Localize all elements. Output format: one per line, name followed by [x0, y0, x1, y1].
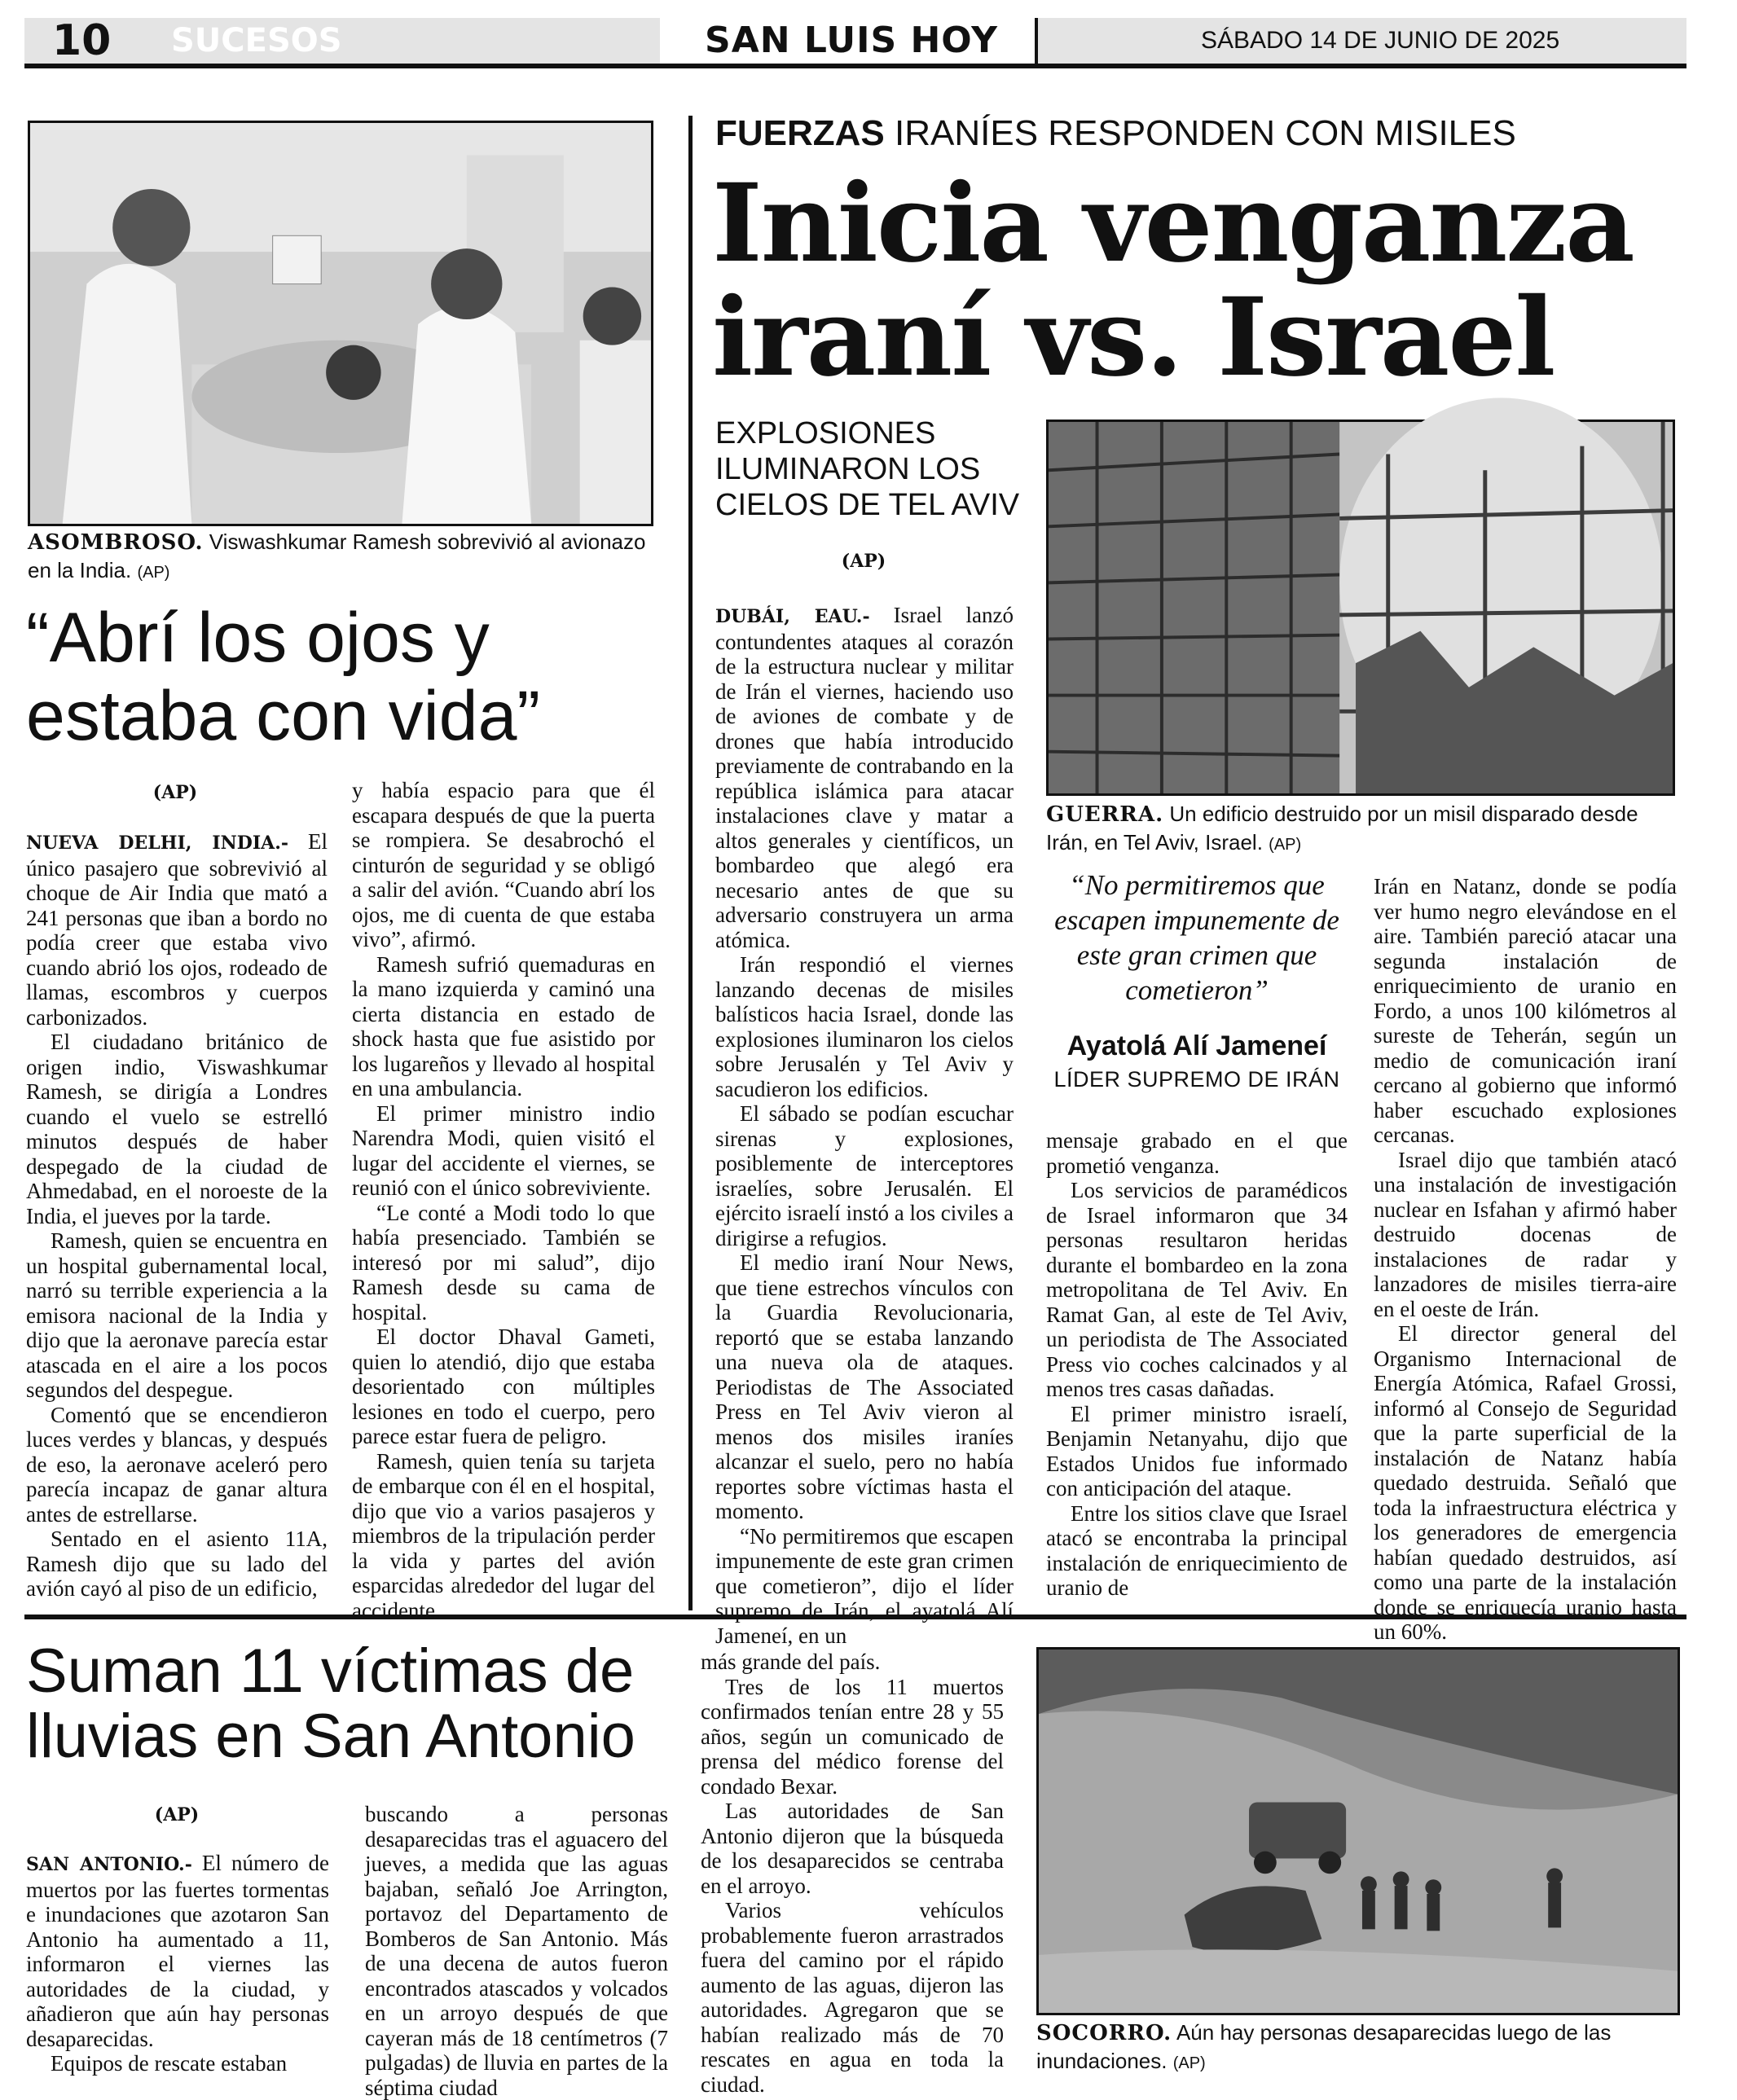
paragraph: mensaje grabado en el que prometió venganza. — [1046, 1128, 1348, 1178]
story2-credit: (AP) — [841, 551, 886, 572]
story2-subheadline: EXPLOSIONES ILUMINARON LOS CIELOS DE TEL AVIV — [715, 416, 1020, 522]
story1-photo-caption — [28, 528, 663, 587]
story2-headline — [712, 160, 1690, 401]
caption-text: Viswashkumar Ramesh sobrevivió al avionazo en la India. — [28, 529, 646, 582]
story3-photo-caption — [1036, 2019, 1688, 2077]
caption-credit: (AP) — [137, 564, 170, 582]
caption-credit: (AP) — [1172, 2054, 1206, 2072]
paragraph: “No permitiremos que escapen impunemente de este gran crimen que cometieron”, dijo el líder supremo de Irán, el ayatolá Alí Jameneí, en un — [715, 1523, 1014, 1648]
story1-headline: “Abrí los ojos y estaba con vida” — [26, 599, 541, 755]
paragraph: Equipos de rescate estaban — [51, 2051, 288, 2076]
hospital-photo — [28, 121, 653, 526]
story2-kicker — [715, 112, 1677, 155]
paragraph: El doctor Dhaval Gameti, quien lo atendió, dijo que estaba desorientado con múltiples lesiones en todo el cuerpo, pero parece estar fuera de peligro. — [352, 1325, 655, 1448]
paragraph: Sentado en el asiento 11A, Ramesh dijo que su lado del avión cayó al piso de un edificio, — [26, 1527, 328, 1601]
pull-quote: “No permitiremos que escapen impunemente de este gran crimen que cometieron” — [1054, 869, 1339, 1006]
section-name: SUCESOS — [163, 18, 660, 64]
paragraph: Varios vehículos probablemente fueron arrastrados fuera del camino por el rápido aumento de las aguas, dijeron las autoridades. Agregaron que se habían realizado más de 70 rescates en agua en toda la ciudad. — [701, 1898, 1004, 2097]
story3-headline: Suman 11 víctimas de lluvias en San Antonio — [26, 1637, 635, 1771]
paragraph: El único pasajero que sobrevivió al choque de Air India que mató a 241 personas que iban a bordo no podía creer que estaba vivo cuando abrió los ojos, rodeado de llamas, escombros y cuerpos carbonizados. — [26, 829, 328, 1030]
paragraph: Israel lanzó contundentes ataques al corazón de la estructura nuclear y militar de Irán el viernes, haciendo uso de aviones de combate y de drones que había introducido previamente de contrabando en la república islámica para atacar instalaciones clave y matar a altos generales y científicos, un bombardeo que alegó era necesario antes de que su adversario construyera un arma atómica. — [715, 603, 1014, 952]
caption-label: GUERRA. — [1046, 802, 1164, 827]
paragraph: Tres de los 11 muertos confirmados tenían entre 28 y 55 años, según un comunicado de prensa del médico forense del condado Bexar. — [701, 1674, 1004, 1799]
story3-column-1 — [26, 1851, 329, 2076]
paragraph: El sábado se podían escuchar sirenas y explosiones, posiblemente de interceptores israelíes, sobre Jerusalén. El ejército israelí instó a los civiles a dirigirse a refugios. — [715, 1101, 1014, 1250]
story1-column-2 — [352, 778, 655, 1623]
headline-line-2: iraní vs. Israel — [712, 275, 1555, 401]
caption-credit: (AP) — [1269, 836, 1302, 854]
paragraph: El primer ministro israelí, Benjamin Netanyahu, dijo que Estados Unidos fue informado con anticipación del ataque. — [1046, 1401, 1348, 1500]
story2-column-1 — [715, 603, 1014, 1648]
caption-label: ASOMBROSO. — [28, 530, 204, 555]
headline-line-1: Inicia venganza — [712, 160, 1634, 287]
paragraph: Ramesh, quien se encuentra en un hospital gubernamental local, narró su terrible experiencia a la emisora nacional de la India y dijo que la aeronave parecía estar atascada en el aire a los pocos segundos del despegue. — [26, 1228, 328, 1402]
paragraph: y había espacio para que él escapara después de que la puerta se rompiera. Se desabrochó el cinturón de seguridad y se obligó a salir del avión. “Cuando abrí los ojos, me di cuenta de que estaba vivo”, afirmó. — [352, 778, 655, 951]
story2-column-3 — [1374, 874, 1677, 1645]
header-rule — [24, 18, 1686, 68]
paragraph: Ramesh, quien tenía su tarjeta de embarque con él en el hospital, dijo que vio a varios pasajeros y miembros de la tripulación perder la vida y partes del avión esparcidas alrededor del lugar del accidente. — [352, 1448, 655, 1623]
paragraph: Irán respondió el viernes lanzando decenas de misiles balísticos hacia Israel, donde las explosiones iluminaron los cielos sobre Jerusalén y Tel Aviv y sacudieron los edificios. — [715, 952, 1014, 1101]
paragraph: Entre los sitios clave que Israel atacó se encontraba la principal instalación de enriquecimiento de uranio de — [1046, 1500, 1348, 1600]
page-number: 10 — [24, 18, 163, 64]
paragraph: Las autoridades de San Antonio dijeron que la búsqueda de los desaparecidos se centraba en el arroyo. — [701, 1799, 1004, 1898]
issue-date: SÁBADO 14 DE JUNIO DE 2025 — [1035, 18, 1686, 64]
dateline: DUBÁI, EAU.- — [715, 606, 870, 627]
caption-text: Aún hay personas desaparecidas luego de las inundaciones. — [1036, 2020, 1612, 2073]
kicker-rest: IRANÍES RESPONDEN CON MISILES — [895, 113, 1516, 153]
paragraph: Los servicios de paramédicos de Israel informaron que 34 personas resultaron heridas durante el bombardeo en la zona metropolitana de Tel Aviv. En Ramat Gan, al este de Tel Aviv, un periodista de The Associated Press vio coches calcinados y al menos tres casas dañadas. — [1046, 1178, 1348, 1401]
caption-label: SOCORRO. — [1036, 2021, 1172, 2045]
flood-rescue-photo — [1036, 1647, 1680, 2015]
paragraph: El número de muertos por las fuertes tormentas e inundaciones que azotaron San Antonio ha aumentado a 11, informaron el viernes las autoridades de la ciudad, y añadieron que aún hay personas desaparecidas. — [26, 1851, 329, 2051]
paragraph: “Le conté a Modi todo lo que había presenciado. También se interesó por mi salud”, dijo Ramesh desde su cama de hospital. — [352, 1200, 655, 1325]
story3-column-3 — [701, 1650, 1004, 2097]
story1-column-1 — [26, 829, 328, 1601]
paragraph: Ramesh sufrió quemaduras en la mano izquierda y caminó una cierta distancia en estado de shock hasta que fue asistido por los lugareños y llevado al hospital en una ambulancia. — [352, 951, 655, 1101]
paragraph: El director general del Organismo Internacional de Energía Atómica, Rafael Grossi, informó al Consejo de Seguridad que la parte superficial de la instalación de Natanz había quedado destruida. Señaló que toda la infraestructura eléctrica y los generadores de emergencia habían quedado destruidos, así como una parte de la instalación donde se enriquecía uranio hasta un 60%. — [1374, 1321, 1677, 1644]
caption-text: Un edificio destruido por un misil disparado desde Irán, en Tel Aviv, Israel. — [1046, 802, 1638, 854]
paragraph: El primer ministro indio Narendra Modi, quien visitó el lugar del accidente el viernes, se reunió con el único sobreviviente. — [352, 1101, 655, 1200]
pull-quote-name: Ayatolá Alí Jameneí — [1066, 1030, 1327, 1061]
kicker-bold: FUERZAS — [715, 113, 885, 153]
paragraph: El ciudadano británico de origen indio, Viswashkumar Ramesh, se dirigía a Londres cuando el vuelo se estrelló minutos después de haber despegado de la ciudad de Ahmedabad, en el noroeste de la India, el jueves por la tarde. — [26, 1030, 328, 1228]
pull-quote-box — [1046, 868, 1348, 1092]
tel-aviv-building-photo — [1046, 420, 1675, 796]
story1-credit: (AP) — [152, 782, 198, 803]
dateline: NUEVA DELHI, INDIA.- — [26, 833, 288, 854]
story2-photo-caption — [1046, 800, 1682, 859]
pull-quote-role: LÍDER SUPREMO DE IRÁN — [1053, 1067, 1340, 1092]
column-divider — [688, 116, 693, 1610]
paragraph: más grande del país. — [701, 1650, 881, 1674]
story2-column-2 — [1046, 1128, 1348, 1601]
story3-column-2 — [365, 1802, 668, 2100]
paragraph: Irán en Natanz, donde se podía ver humo negro elevándose en el aire. También pareció atacar una segunda instalación de enriquecimiento de uranio en Fordo, a unos 100 kilómetros al sureste de Teherán, según un medio de comunicación iraní cercano al gobierno que informó haber escuchado explosiones cercanas. — [1374, 874, 1677, 1147]
paragraph: El medio iraní Nour News, que tiene estrechos vínculos con la Guardia Revolucionaria, reportó que se estaba lanzando una nueva ola de ataques. Periodistas de The Associated Press en Tel Aviv vieron al menos dos misiles iraníes alcanzar el suelo, pero no había reportes sobre víctimas hasta el momento. — [715, 1250, 1014, 1523]
paragraph: Comentó que se encendieron luces verdes y blancas, y después de eso, la aeronave aceleró pero parecía incapaz de ganar altura antes de estrellarse. — [26, 1402, 328, 1527]
paragraph: Israel dijo que también atacó una instalación de investigación nuclear en Isfahan y afirmó haber destruido docenas de instalaciones de radar y lanzadores de misiles tierra-aire en el oeste de Irán. — [1374, 1147, 1677, 1321]
paragraph: buscando a personas desaparecidas tras el aguacero del jueves, a medida que las aguas bajaban, señaló Joe Arrington, portavoz del Departamento de Bomberos de San Antonio. Más de una decena de autos fueron encontrados atascados y volcados en un arroyo después de que cayeran más de 18 centímetros (7 pulgadas) de lluvia en partes de la séptima ciudad — [365, 1802, 668, 2100]
masthead: SAN LUIS HOY — [705, 20, 998, 61]
story3-credit: (AP) — [154, 1804, 200, 1825]
dateline: SAN ANTONIO.- — [26, 1854, 192, 1875]
